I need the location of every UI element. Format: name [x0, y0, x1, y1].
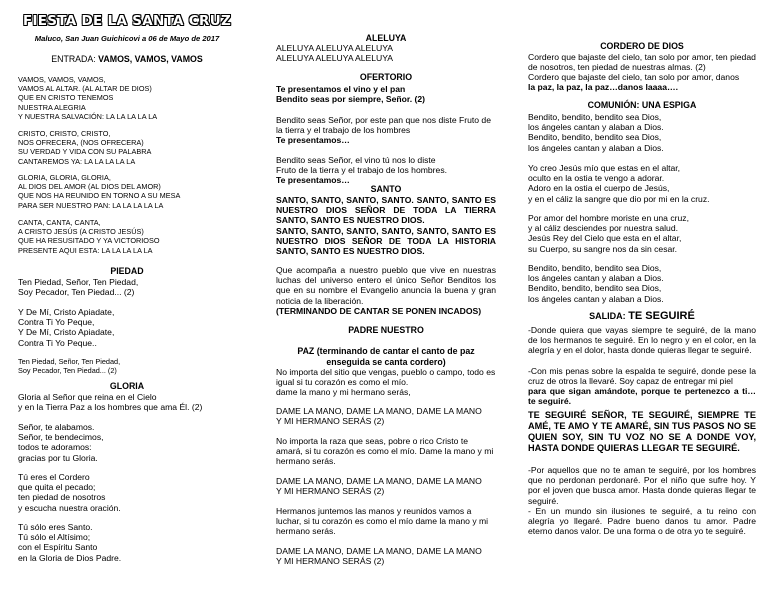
piedad-verse-2: Y De Mí, Cristo Apiadate, Contra Ti Yo Peque, Y De Mí, Cristo Apiadate, Contra Ti Yo Peque.. — [18, 307, 115, 348]
salida-chorus: TE SEGUIRÉ SEÑOR, TE SEGUIRÉ, SIEMPRE TE AMÉ, TE AMO Y TE AMARÉ, SIN TUS PASOS NO SE QUIEN SOY, SIN TU VOZ NO SE A DONDE VOY, HASTA DONDE QUIERAS LLEGAR TE SEGUIRÉ. — [528, 410, 756, 453]
entrada-verse-1: VAMOS, VAMOS, VAMOS, VAMOS AL ALTAR. (AL ALTAR DE DIOS) QUE EN CRISTO TENEMOS NUESTRA ALEGRIA Y NUESTRA SALVACIÓN: LA LA LA LA LA — [18, 75, 158, 121]
salida-verse-3: -Por aquellos que no te aman te seguiré, por los hombres que no perdonan perdonaré. Por el niño que sufre hoy. Y por el joven que busca amor. Hasta donde quieras llegar te seguiré. — [528, 465, 756, 506]
gloria-verse-2: Señor, te alabamos. Señor, te bendecimos, todos te adoramos: gracias por tu Gloria. — [18, 422, 104, 463]
santo-reading: Que acompaña a nuestro pueblo que vive en nuestras luchas del universo entero el único Señor Benditos los que en su nombre el Evangelio anuncia la buena y gran noticia de la liberación. — [276, 265, 496, 306]
event-subtitle: Maluco, San Juan Guichicovi a 06 de Mayo de 2017 — [34, 34, 220, 43]
entrada-verse-2: CRISTO, CRISTO, CRISTO, NOS OFRECERA, (NOS OFRECERA) SU VERDAD Y VIDA CON SU PALABRA CANTAREMOS YA: LA LA LA LA LA — [18, 129, 152, 166]
aleluya-text: ALELUYA ALELUYA ALELUYA ALELUYA ALELUYA ALELUYA — [276, 43, 394, 64]
entrada-label: ENTRADA: — [51, 54, 96, 64]
gloria-verse-1: Gloria al Señor que reina en el Cielo y en la Tierra Paz a los hombres que ama Él. (2) — [18, 392, 203, 413]
salida-label: SALIDA: — [589, 311, 626, 321]
entrada-verse-4: CANTA, CANTA, CANTA, A CRISTO JESÚS (A CRISTO JESÚS) QUE HA RESUSITADO Y YA VICTORIOSO PRESENTE AQUI ESTA: LA LA LA LA LA — [18, 218, 160, 255]
entrada-verse-3: GLORIA, GLORIA, GLORIA, AL DIOS DEL AMOR (AL DIOS DEL AMOR) QUE NOS HA REUNIDO EN TORNO A SU MESA PARA SER NUESTRO PAN: LA LA LA LA LA — [18, 173, 181, 210]
padre-nuestro-heading: PADRE NUESTRO — [348, 325, 424, 335]
santo-text: SANTO, SANTO, SANTO, SANTO. SANTO, SANTO ES NUESTRO DIOS SEÑOR DE TODA LA TIERRA SANTO, SANTO ES NUESTRO DIOS. SANTO, SANTO, SANTO, SANTO, SANTO, SANTO ES NUESTRO DIOS SEÑOR DE TODA LA HISTORIA SANTO, SANTO ES NUESTRO DIOS. — [276, 195, 496, 257]
salida-verse-4: - En un mundo sin ilusiones te seguiré, a tu reino con alegría yo llegaré. Padre bueno danos tu amor. Padre eterno danos valor. De una forma o de otra yo te seguiré. — [528, 506, 756, 537]
gloria-verse-4: Tú sólo eres Santo. Tú sólo el Altísimo; con el Espíritu Santo en la Gloria de Dios Padre. — [18, 522, 122, 563]
paz-chorus-2: DAME LA MANO, DAME LA MANO, DAME LA MANO Y MI HERMANO SERÁS (2) — [276, 476, 482, 497]
cordero-verse-2-end: la paz, la paz, la paz…danos laaaa…. — [528, 82, 678, 92]
cordero-verse-2: Cordero que bajaste del cielo, tan solo por amor, danos — [528, 72, 740, 82]
aleluya-heading: ALELUYA — [365, 33, 407, 43]
piedad-verse-1: Ten Piedad, Señor, Ten Piedad, Soy Pecador, Ten Piedad... (2) — [18, 277, 139, 298]
ofertorio-refrain: Te presentamos el vino y el pan Bendito seas por siempre, Señor. (2) — [276, 84, 426, 105]
cordero-verse-1: Cordero que bajaste del cielo, tan solo por amor, ten piedad de nosotros, ten piedad de nuestras almas. (2) — [528, 52, 756, 73]
piedad-heading: PIEDAD — [110, 266, 144, 276]
ofertorio-verse-2: Bendito seas Señor, por este pan que nos diste Fruto de la tierra y el trabajo de los hombres — [276, 115, 491, 136]
column-3 — [528, 0, 756, 594]
paz-verse-2: No importa la raza que seas, pobre o rico Cristo te amará, si tu corazón es como el mío. Dame la mano y mi hermano serás. — [276, 436, 494, 467]
entrada-heading — [18, 54, 236, 64]
ofertorio-verse-3-end: Te presentamos… — [276, 175, 350, 185]
santo-heading: SANTO — [370, 184, 402, 194]
comunion-verse-2: Yo creo Jesús mío que estas en el altar, oculto en la ostia te vengo a adorar. Adoro en la ostia el cuerpo de Jesús, y en el cáliz la sangre que dio por mi en la cruz. — [528, 163, 710, 204]
paz-verse-1: No importa del sitio que vengas, pueblo o campo, todo es igual si tu corazón es como el mío. dame la mano y mi hermano serás, — [276, 367, 496, 398]
page-title: FIESTA DE LA SANTA CRUZ — [22, 13, 232, 29]
comunion-verse-1: Bendito, bendito, bendito sea Dios, los ángeles cantan y alaban a Dios. Bendito, bendito, bendito sea Dios, los ángeles cantan y alaban a Dios. — [528, 112, 664, 153]
salida-heading — [528, 310, 756, 322]
santo-note: (TERMINANDO DE CANTAR SE PONEN INCADOS) — [276, 306, 482, 316]
paz-chorus-3: DAME LA MANO, DAME LA MANO, DAME LA MANO Y MI HERMANO SERÁS (2) — [276, 546, 482, 567]
ofertorio-heading: OFERTORIO — [359, 72, 413, 82]
salida-title: TE SEGUIRÉ — [628, 310, 695, 322]
gloria-heading: GLORIA — [109, 381, 145, 391]
salida-verse-1: -Donde quiera que vayas siempre te seguiré, de la mano de los hermanos te seguiré. En lo negro y en el color, en la alegría y en el dolor, hasta donde quieras llegar te seguiré. — [528, 325, 756, 356]
column-1 — [18, 0, 236, 594]
comunion-verse-4: Bendito, bendito, bendito sea Dios, los ángeles cantan y alaban a Dios. Bendito, bendito, bendito sea Dios, los ángeles cantan y alaban a Dios. — [528, 263, 664, 304]
comunion-verse-3: Por amor del hombre moriste en una cruz, y al cáliz desciendes por nuestra salud. Jesús Rey del Cielo que esta en el altar, su Cuerpo, su sangre nos da sin cesar. — [528, 213, 689, 254]
column-2 — [276, 0, 496, 594]
piedad-verse-3: Ten Piedad, Señor, Ten Piedad, Soy Pecador, Ten Piedad... (2) — [18, 357, 121, 376]
cordero-heading: CORDERO DE DIOS — [600, 41, 684, 51]
paz-heading: PAZ (terminando de cantar el canto de paz enseguida se canta cordero) — [297, 346, 475, 367]
ofertorio-verse-2-end: Te presentamos… — [276, 135, 350, 145]
paz-chorus-1: DAME LA MANO, DAME LA MANO, DAME LA MANO Y MI HERMANO SERÁS (2) — [276, 406, 482, 427]
salida-verse-2a: -Con mis penas sobre la espalda te seguiré, donde pese la cruz de otros la llevaré. Soy capaz de entregar mi piel — [528, 366, 756, 387]
entrada-title: VAMOS, VAMOS, VAMOS — [98, 54, 203, 64]
gloria-verse-3: Tú eres el Cordero que quita el pecado; ten piedad de nosotros y escucha nuestra oración. — [18, 472, 121, 513]
paz-verse-3: Hermanos juntemos las manos y reunidos vamos a luchar, si tu corazón es como el mío dame la mano y mi hermano serás. — [276, 506, 489, 537]
comunion-heading: COMUNIÓN: UNA ESPIGA — [587, 100, 697, 110]
salida-verse-2b: para que sigan amándote, porque te pertenezco a ti… te seguiré. — [528, 386, 756, 407]
ofertorio-verse-3: Bendito seas Señor, el vino tú nos lo diste Fruto de la tierra y el trabajo de los hombres. — [276, 155, 448, 176]
